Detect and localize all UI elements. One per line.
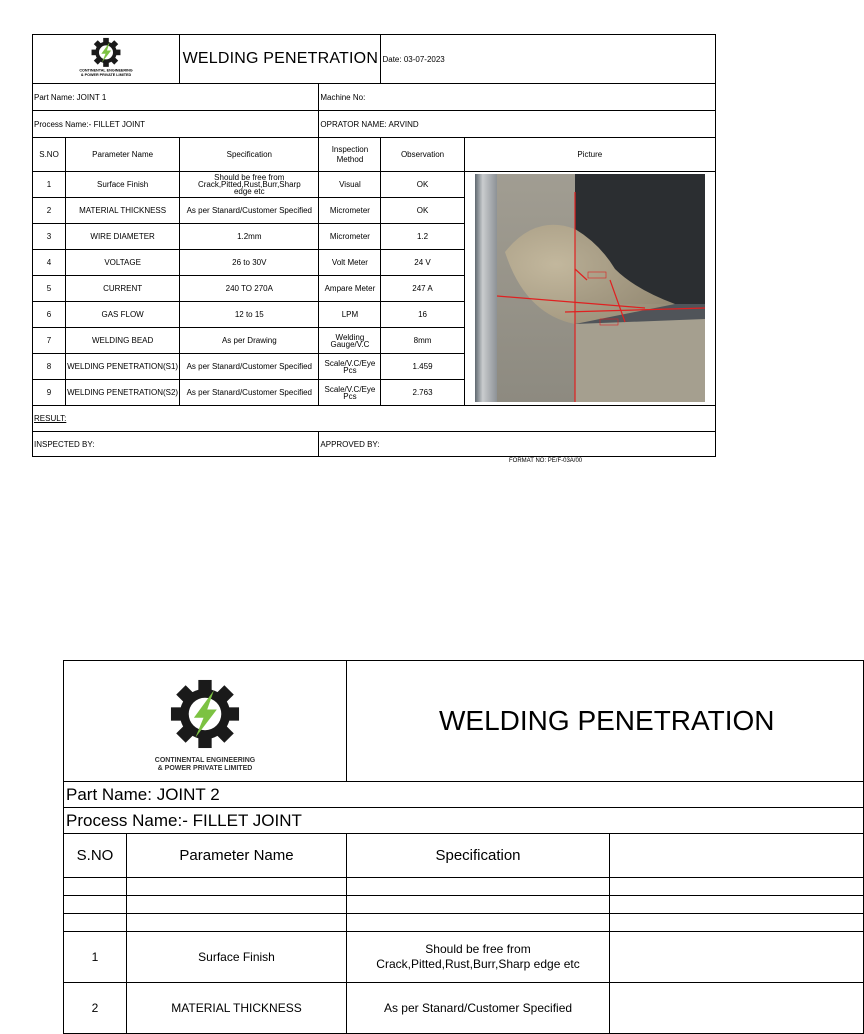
company-logo [33, 35, 180, 84]
process-name: Process Name:- FILLET JOINT [33, 111, 319, 138]
table-row: 6 GAS FLOW 12 to 15 LPM 16 [33, 302, 716, 328]
inspected-by: INSPECTED BY: [33, 432, 319, 457]
header-specification: Specification [347, 834, 610, 878]
table-row: 1 Surface Finish Should be free from Crack,Pitted,Rust,Burr,Sharp edge etc Visual OK [33, 172, 716, 198]
gear-bolt-logo-icon [79, 37, 133, 79]
machine-no: Machine No: [319, 84, 716, 111]
format-number: FORMAT NO: PE/F-03A/00 [509, 458, 583, 464]
sheet-title: WELDING PENETRATION [347, 661, 864, 782]
header-picture: Picture [464, 138, 715, 172]
company-logo-large [64, 661, 347, 782]
svg-text:CONTINENTAL ENGINEERING: CONTINENTAL ENGINEERING [79, 68, 133, 73]
gear-bolt-logo-icon [168, 677, 242, 751]
part-name: Part Name: JOINT 2 [64, 782, 864, 808]
result-field: RESULT: [33, 406, 716, 432]
header-parameter: Parameter Name [127, 834, 347, 878]
inspection-sheet-joint-2 [63, 660, 775, 1024]
table-row: 2 MATERIAL THICKNESS As per Stanard/Customer Specified [64, 983, 864, 1034]
sheet-title: WELDING PENETRATION [180, 35, 381, 84]
header-method: Inspection Method [319, 138, 381, 172]
company-name-line-2: & POWER PRIVATE LIMITED [157, 765, 253, 772]
table-row: 2 MATERIAL THICKNESS As per Stanard/Customer Specified Micrometer OK [33, 198, 716, 224]
operator-name: OPRATOR NAME: ARVIND [319, 111, 716, 138]
header-observation: Observation [381, 138, 464, 172]
table-row: 3 WIRE DIAMETER 1.2mm Micrometer 1.2 [33, 224, 716, 250]
table-row: 9 WELDING PENETRATION(S2) As per Stanard/Customer Specified Scale/V.C/Eye Pcs 2.763 [33, 380, 716, 406]
process-name: Process Name:- FILLET JOINT [64, 808, 864, 834]
part-name: Part Name: JOINT 1 [33, 84, 319, 111]
table-row: 7 WELDING BEAD As per Drawing Welding Gauge/V.C 8mm [33, 328, 716, 354]
table-row: 4 VOLTAGE 26 to 30V Volt Meter 24 V [33, 250, 716, 276]
table-row: 5 CURRENT 240 TO 270A Ampare Meter 247 A [33, 276, 716, 302]
date-field: Date: 03-07-2023 [381, 35, 716, 84]
approved-by: APPROVED BY: [319, 432, 716, 457]
weld-cross-section-photo [475, 174, 705, 402]
header-parameter: Parameter Name [66, 138, 180, 172]
table-row: 1 Surface Finish Should be free from Crack,Pitted,Rust,Burr,Sharp edge etc [64, 932, 864, 983]
inspection-sheet-joint-1 [32, 34, 716, 457]
table-row: 8 WELDING PENETRATION(S1) As per Stanard/Customer Specified Scale/V.C/Eye Pcs 1.459 [33, 354, 716, 380]
weld-macro-picture [464, 172, 715, 406]
header-sno: S.NO [64, 834, 127, 878]
header-sno: S.NO [33, 138, 66, 172]
svg-text:& POWER PRIVATE LIMITED: & POWER PRIVATE LIMITED [80, 73, 132, 78]
company-name-line-1: CONTINENTAL ENGINEERING [154, 757, 256, 764]
header-specification: Specification [180, 138, 319, 172]
